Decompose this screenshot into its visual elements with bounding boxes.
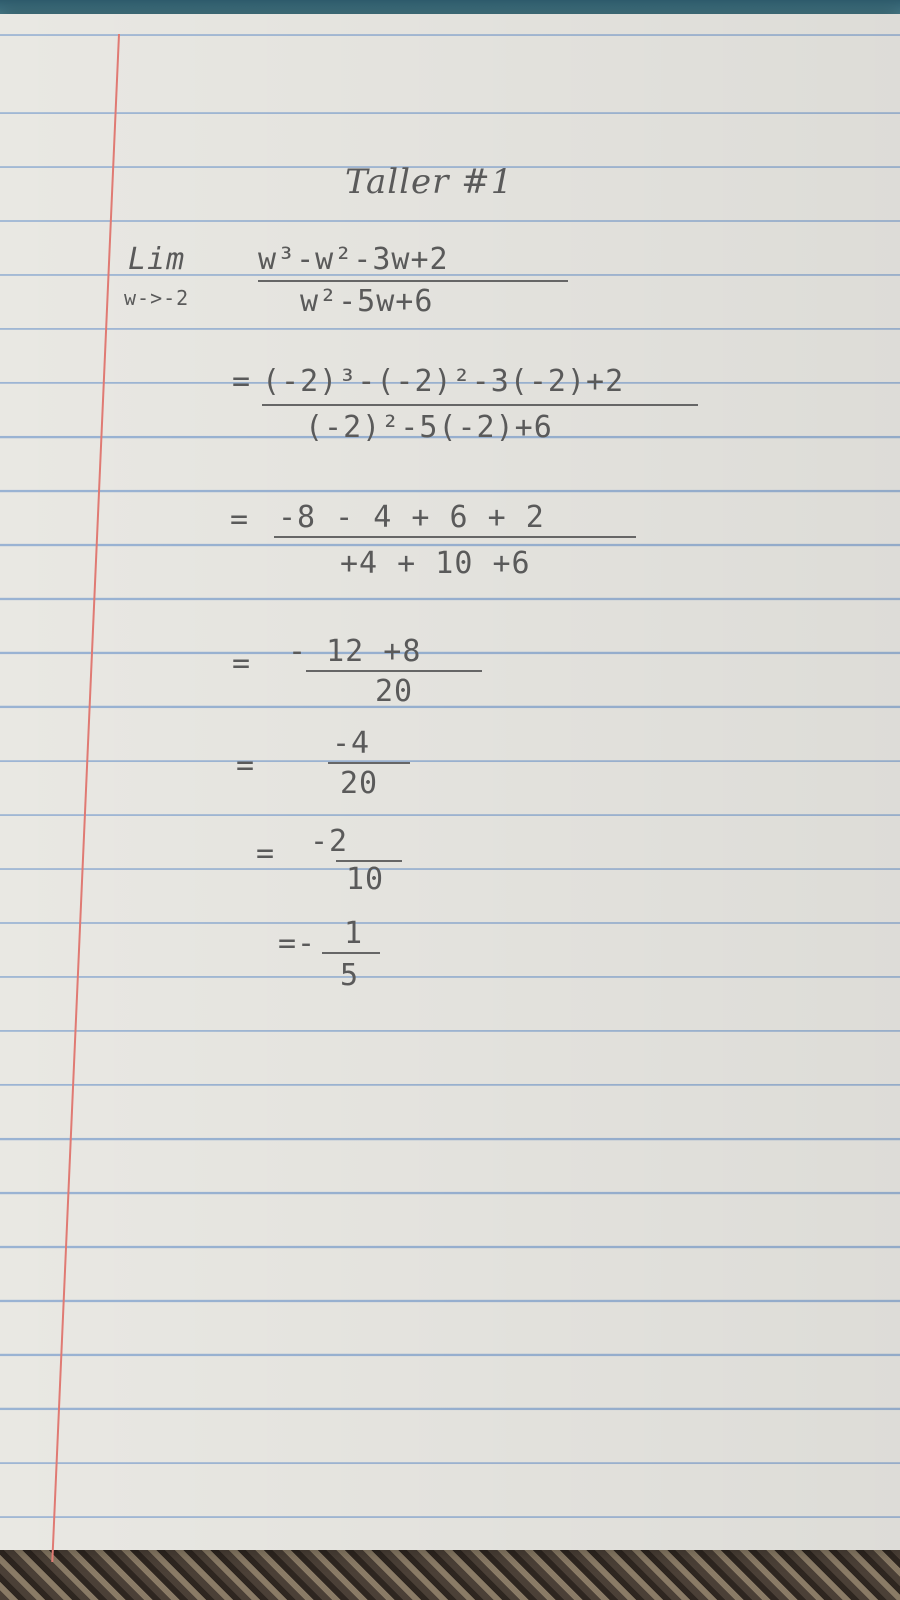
step-6-denominator: 5 bbox=[340, 958, 360, 993]
step-3-denominator: 20 bbox=[375, 674, 414, 709]
step-4-denominator: 20 bbox=[340, 766, 379, 801]
step-6-numerator: 1 bbox=[344, 916, 364, 951]
step-2-denominator: +4 + 10 +6 bbox=[340, 546, 531, 581]
page-title: Taller #1 bbox=[345, 162, 514, 202]
step-1-numerator: (-2)³-(-2)²-3(-2)+2 bbox=[262, 364, 625, 399]
problem-denominator: w²-5w+6 bbox=[300, 284, 434, 319]
problem-numerator: w³-w²-3w+2 bbox=[258, 242, 449, 277]
background-carpet bbox=[0, 1545, 900, 1600]
step-4-equals: = bbox=[236, 748, 256, 783]
step-3-numerator: - 12 +8 bbox=[288, 634, 422, 669]
step-5-equals: = bbox=[256, 836, 276, 871]
step-3-fraction-bar bbox=[306, 670, 482, 672]
margin-line bbox=[51, 34, 120, 1562]
step-2-equals: = bbox=[230, 502, 250, 537]
step-2-numerator: -8 - 4 + 6 + 2 bbox=[278, 500, 545, 535]
limit-label: Lim bbox=[128, 242, 186, 277]
step-5-denominator: 10 bbox=[346, 862, 385, 897]
step-3-equals: = bbox=[232, 646, 252, 681]
step-6-equals: =- bbox=[278, 926, 317, 961]
step-1-fraction-bar bbox=[262, 404, 698, 406]
step-4-fraction-bar bbox=[328, 762, 410, 764]
notebook-page bbox=[0, 14, 900, 1550]
step-6-fraction-bar bbox=[322, 952, 380, 954]
problem-fraction-bar bbox=[258, 280, 568, 282]
step-4-numerator: -4 bbox=[332, 726, 371, 761]
step-5-numerator: -2 bbox=[310, 824, 349, 859]
step-2-fraction-bar bbox=[274, 536, 636, 538]
step-1-denominator: (-2)²-5(-2)+6 bbox=[305, 410, 553, 445]
limit-subscript: w->-2 bbox=[124, 286, 190, 310]
step-1-equals: = bbox=[232, 364, 252, 399]
